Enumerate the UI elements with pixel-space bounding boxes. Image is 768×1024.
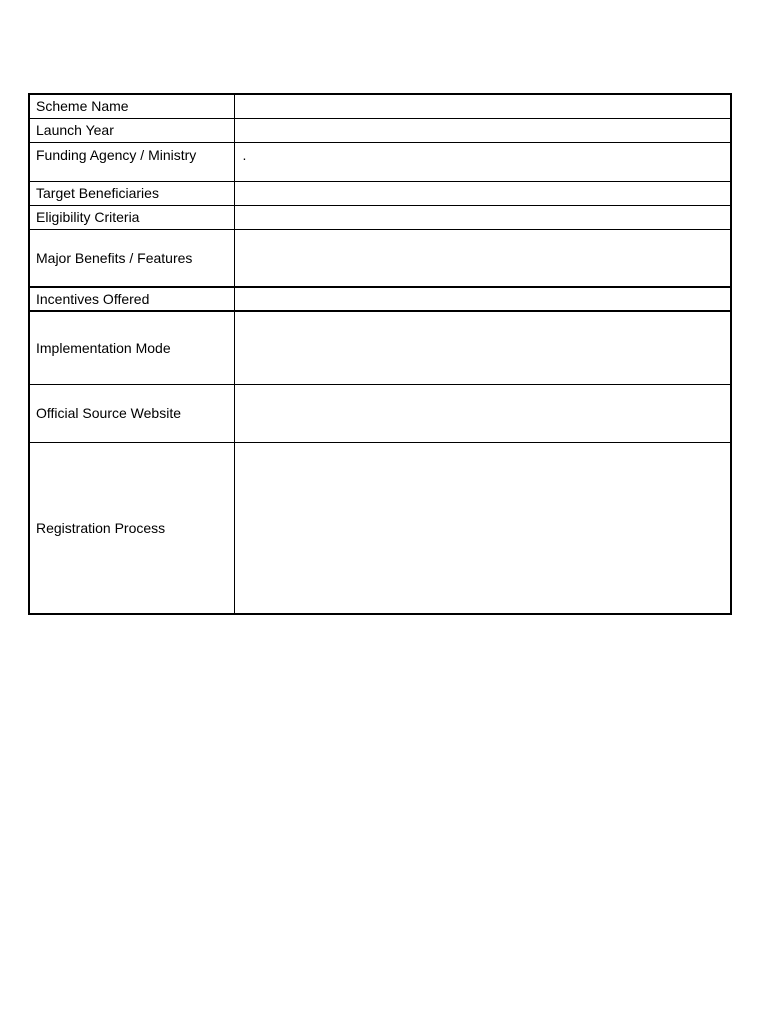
- scheme-details-table: [28, 93, 732, 615]
- label-eligibility-criteria: Eligibility Criteria: [29, 205, 234, 229]
- label-major-benefits: Major Benefits / Features: [29, 229, 234, 287]
- label-official-source-website: Official Source Website: [29, 384, 234, 442]
- label-launch-year: Launch Year: [29, 118, 234, 142]
- value-implementation-mode[interactable]: [234, 311, 731, 384]
- value-launch-year[interactable]: [234, 118, 731, 142]
- value-official-source-website[interactable]: [234, 384, 731, 442]
- row-official-source-website: [29, 384, 731, 442]
- value-funding-agency[interactable]: .: [234, 142, 731, 181]
- row-eligibility-criteria: [29, 205, 731, 229]
- value-scheme-name[interactable]: [234, 94, 731, 118]
- row-incentives-offered: [29, 287, 731, 311]
- label-registration-process: Registration Process: [29, 442, 234, 614]
- value-target-beneficiaries[interactable]: [234, 181, 731, 205]
- label-scheme-name: Scheme Name: [29, 94, 234, 118]
- row-registration-process: [29, 442, 731, 614]
- value-incentives-offered[interactable]: [234, 287, 731, 311]
- row-implementation-mode: [29, 311, 731, 384]
- value-registration-process[interactable]: [234, 442, 731, 614]
- row-target-beneficiaries: [29, 181, 731, 205]
- row-major-benefits: [29, 229, 731, 287]
- value-eligibility-criteria[interactable]: [234, 205, 731, 229]
- label-implementation-mode: Implementation Mode: [29, 311, 234, 384]
- row-funding-agency: [29, 142, 731, 181]
- label-incentives-offered: Incentives Offered: [29, 287, 234, 311]
- label-funding-agency: Funding Agency / Ministry: [29, 142, 234, 181]
- row-launch-year: [29, 118, 731, 142]
- label-target-beneficiaries: Target Beneficiaries: [29, 181, 234, 205]
- value-major-benefits[interactable]: [234, 229, 731, 287]
- row-scheme-name: [29, 94, 731, 118]
